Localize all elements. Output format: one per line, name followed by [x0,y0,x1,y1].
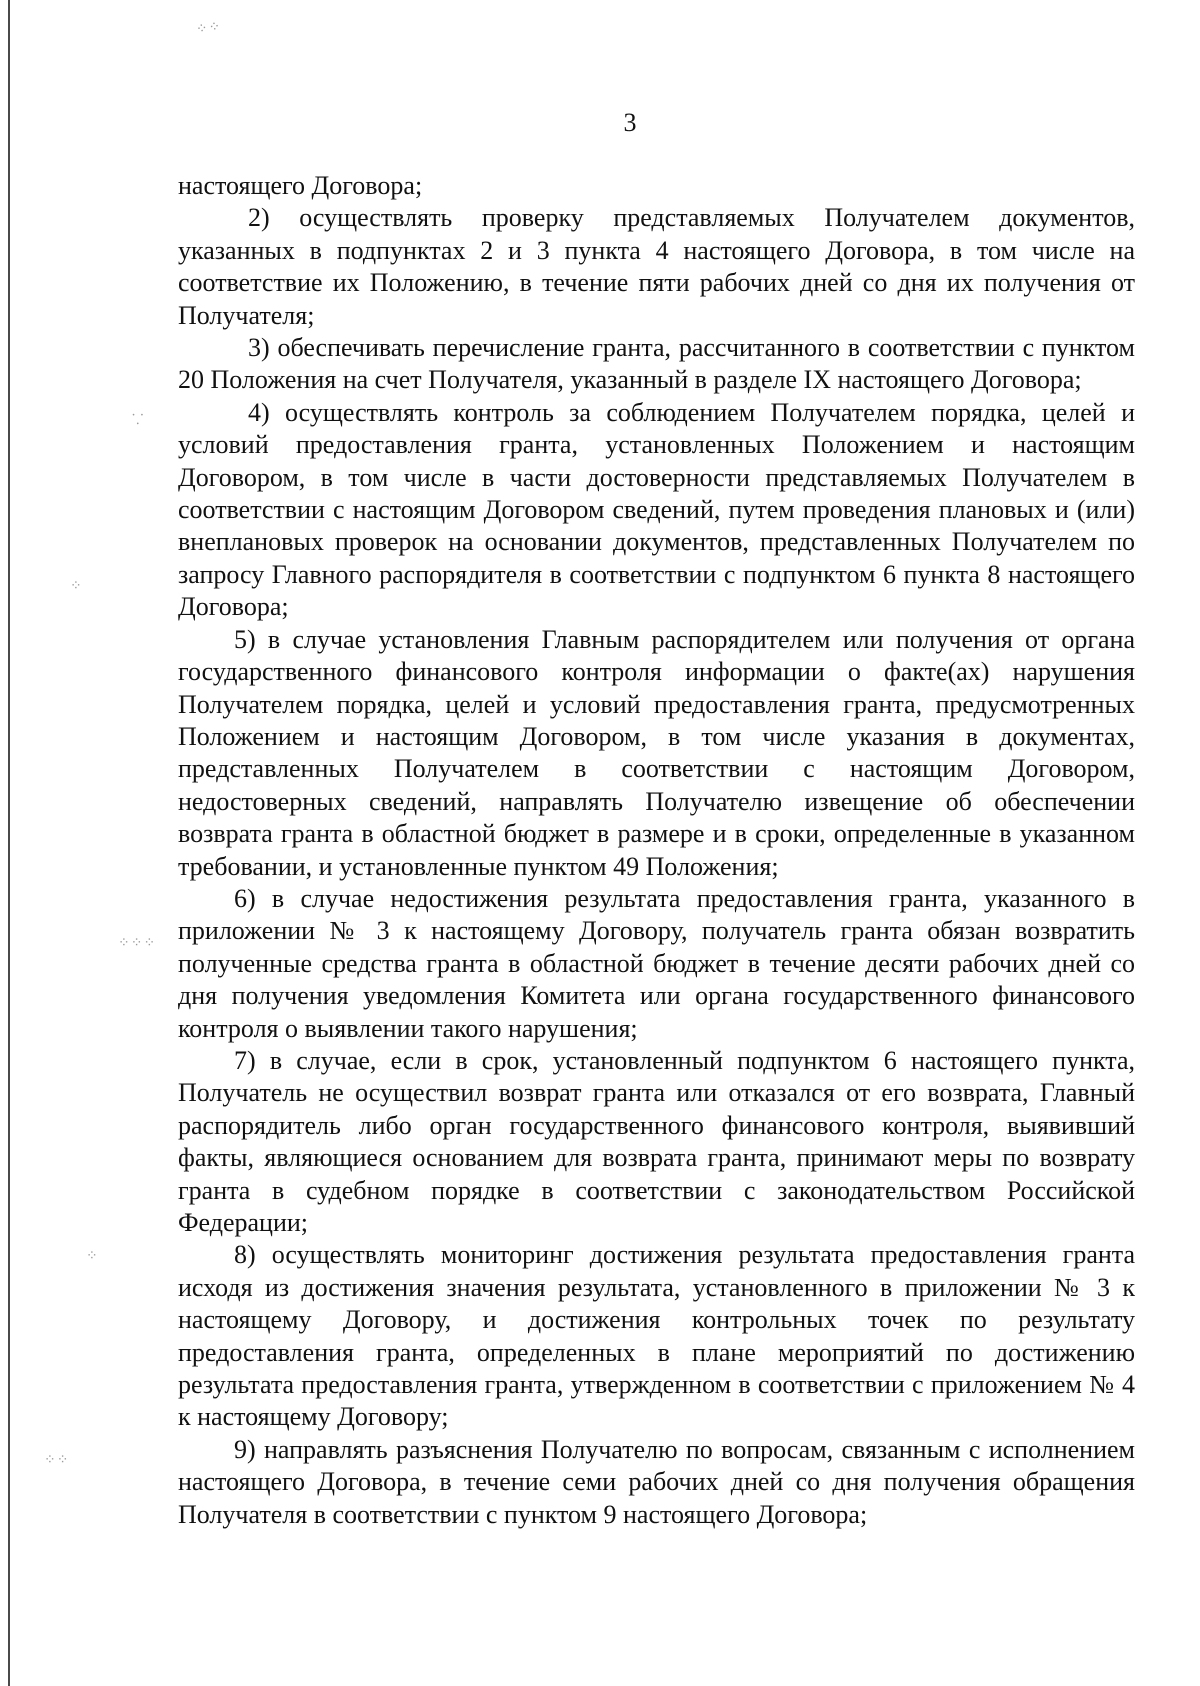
paragraph-continuation: настоящего Договора; [178,171,423,200]
paragraph-item-3: 3) обеспечивать перечисление гранта, рассчитанного в соответствии с пунктом 20 Положения на счет Получателя, указанный в разделе IX настоящего Договора; [178,333,1135,395]
document-body [178,170,1135,1531]
scan-speck: ⁘⁘⁘ [118,936,157,951]
paragraph-item-7: 7) в случае, если в срок, установленный подпунктом 6 настоящего пункта, Получатель не осуществил возврат гранта или отказался от его возврата, Главный распорядитель либо орган государственного финансового контроля, выявивший факты, являющиеся основанием для возврата гранта, принимают меры по возврату гранта в судебном порядке в соответствии с законодательством Российской Федерации; [178,1045,1135,1237]
scan-speck: ⁘⁘ [195,19,223,38]
scan-speck: ⁘ [70,579,83,594]
scan-speck: ⸪ [132,413,145,428]
paragraph-item-6: 6) в случае недостижения результата предоставления гранта, указанного в приложении № 3 к настоящему Договору, получатель гранта обязан возвратить полученные средства гранта в областной бюджет в течение десяти рабочих дней со дня получения уведомления Комитета или органа государственного финансового контроля о выявлении такого нарушения; [178,883,1135,1043]
scan-speck: ⁘⁘ [44,1453,70,1468]
paragraph-item-2: 2) осуществлять проверку представляемых Получателем документов, указанных в подпунктах 2 и 3 пункта 4 настоящего Договора, в том числе на соответствие их Положению, в течение пяти рабочих дней со дня их получения от Получателя; [178,203,1135,330]
scan-left-edge [8,0,10,1686]
page-number: 3 [623,108,637,137]
paragraph-item-5: 5) в случае установления Главным распорядителем или получения от органа государственного финансового контроля информации о факте(ах) нарушения Получателем порядка, целей и условий предоставления гранта, предусмотренных Положением и настоящим Договором, в том числе указания в документах, представленных Получателем в соответствии с настоящим Договором, недостоверных сведений, направлять Получателю извещение об обеспечении возврата гранта в областной бюджет в размере и в сроки, определенные в указанном требовании, и установленные пунктом 49 Положения; [178,624,1135,881]
paragraph-item-9: 9) направлять разъяснения Получателю по вопросам, связанным с исполнением настоящего Договора, в течение семи рабочих дней со дня получения обращения Получателя в соответствии с пунктом 9 настоящего Договора; [178,1434,1135,1529]
paragraph-item-4: 4) осуществлять контроль за соблюдением Получателем порядка, целей и условий предоставления гранта, установленных Положением и настоящим Договором, в том числе в части достоверности представляемых Получателем в соответствии с настоящим Договором сведений, путем проведения плановых и (или) внеплановых проверок на основании документов, представленных Получателем по запросу Главного распорядителя в соответствии с подпунктом 6 пункта 8 настоящего Договора; [178,397,1135,622]
scan-speck: ⁘ [86,1249,99,1264]
paragraph-item-8: 8) осуществлять мониторинг достижения результата предоставления гранта исходя из достижения значения результата, установленного в приложении № 3 к настоящему Договору, и достижения контрольных точек по результату предоставления гранта, определенных в плане мероприятий по достижению результата предоставления гранта, утвержденном в соответствии с приложением № 4 к настоящему Договору; [178,1240,1135,1432]
